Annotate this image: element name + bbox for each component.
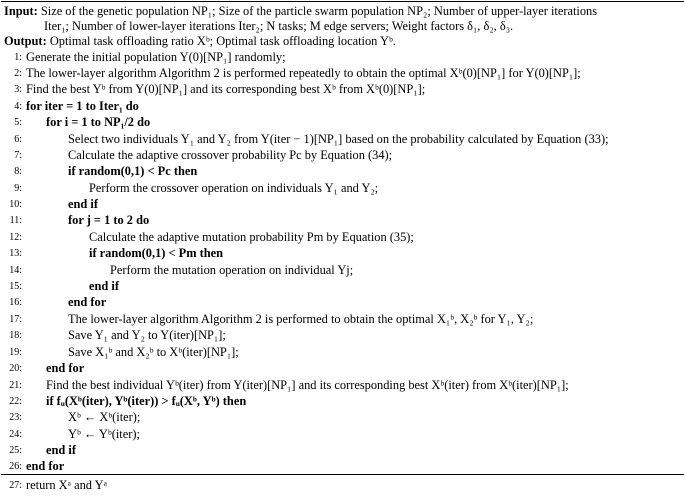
line-number: 4: [14, 101, 22, 112]
line-number: 12: [9, 232, 22, 243]
line-number: 2: [14, 68, 22, 79]
line-text: Perform the crossover operation on individuals Y₁ and Y₂; [89, 181, 379, 195]
line-number: 21: [9, 380, 22, 391]
line-text: Find the best Yᵇ from Y(0)[NP₁] and its corresponding best Xᵇ from Xᵇ(0)[NP₁]; [26, 82, 426, 96]
input-text: Size of the genetic population NP₁; Size of the particle swarm population NP₂; Number of upper-layer iterations [40, 4, 598, 18]
line-number: 9: [14, 183, 22, 194]
line-text: Select two individuals Y₁ and Y₂ from Y(iter − 1)[NP₁] based on the probability calculated by Equation (33); [68, 132, 609, 146]
line-number: 25: [9, 445, 22, 456]
line-number: 14: [9, 265, 22, 276]
line-text: Save X₁ᵇ and X₂ᵇ to Xᵇ(iter)[NP₁]; [68, 345, 239, 359]
line-text: Save Y₁ and Y₂ to Y(iter)[NP₁]; [68, 328, 226, 342]
line-text: end if [68, 197, 98, 211]
line-number: 7: [14, 150, 22, 161]
line-number: 11: [9, 215, 22, 226]
line-number: 16: [9, 297, 22, 308]
output-text: Optimal task offloading ratio Xᵇ; Optimal task offloading location Yᵇ. [49, 34, 396, 48]
top-rule [1, 1, 684, 2]
line-text: Calculate the adaptive crossover probability Pc by Equation (34); [68, 148, 393, 162]
line-number: 19: [9, 347, 22, 358]
line-text: for i = 1 to NP₁/2 do [46, 115, 151, 129]
line-text: for j = 1 to 2 do [68, 213, 150, 227]
line-text: Calculate the adaptive mutation probability Pm by Equation (35); [89, 230, 414, 244]
line-number: 20: [9, 363, 22, 374]
line-text: The lower-layer algorithm Algorithm 2 is performed to obtain the optimal X₁ᵇ, X₂ᵇ for Y₁, Y₂; [68, 312, 534, 326]
line-number: 23: [9, 412, 22, 423]
output-label: Output: [4, 34, 47, 48]
line-text: end for [68, 295, 107, 309]
line-number: 3: [14, 84, 22, 95]
bottom-rule [1, 474, 684, 475]
input-label: Input: [4, 4, 38, 18]
line-text: The lower-layer algorithm Algorithm 2 is performed repeatedly to obtain the optimal Xᵇ(0)[NP₁] for Y(0)[NP₁]; [26, 66, 581, 80]
line-text: end if [46, 443, 76, 457]
line-number: 13: [9, 248, 22, 259]
line-text: if random(0,1) < Pm then [89, 246, 224, 260]
line-text: end for [46, 361, 85, 375]
line-text: Xᵇ ← Xᵇ(iter); [68, 410, 141, 424]
line-number: 8: [14, 166, 22, 177]
line-number: 15: [9, 281, 22, 292]
line-text: return Xᵃ and Yᵃ [26, 478, 107, 492]
line-text: end if [89, 279, 119, 293]
line-number: 5: [14, 117, 22, 128]
line-text: for iter = 1 to Iter₁ do [26, 99, 139, 113]
line-number: 1: [14, 52, 22, 63]
line-number: 26: [9, 461, 22, 472]
line-text: if random(0,1) < Pc then [68, 164, 198, 178]
line-number: 17: [9, 314, 22, 325]
line-text: Find the best individual Yᵇ(iter) from Y(iter)[NP₁] and its corresponding best Xᵇ(iter) from Xᵇ(iter)[NP₁]; [46, 378, 569, 392]
line-text: Generate the initial population Y(0)[NP₁] randomly; [26, 50, 286, 64]
line-text: end for [26, 459, 65, 473]
line-number: 18: [9, 330, 22, 341]
line-number: 24: [9, 429, 22, 440]
line-text: Yᵇ ← Yᵇ(iter); [68, 427, 140, 441]
line-number: 10: [9, 199, 22, 210]
input-continuation-text: Iter₁; Number of lower-layer iterations Iter₂; N tasks; M edge servers; Weight factors δ₁, δ₂, δ₃. [44, 19, 514, 33]
line-text: if fᵤ(Xᵇ(iter), Yᵇ(iter)) > fᵤ(Xᵇ, Yᵇ) then [46, 394, 247, 408]
line-number: 22: [9, 396, 22, 407]
line-number: 27: [9, 480, 22, 491]
line-text: Perform the mutation operation on individual Yj; [110, 263, 354, 277]
line-number: 6: [14, 134, 22, 145]
